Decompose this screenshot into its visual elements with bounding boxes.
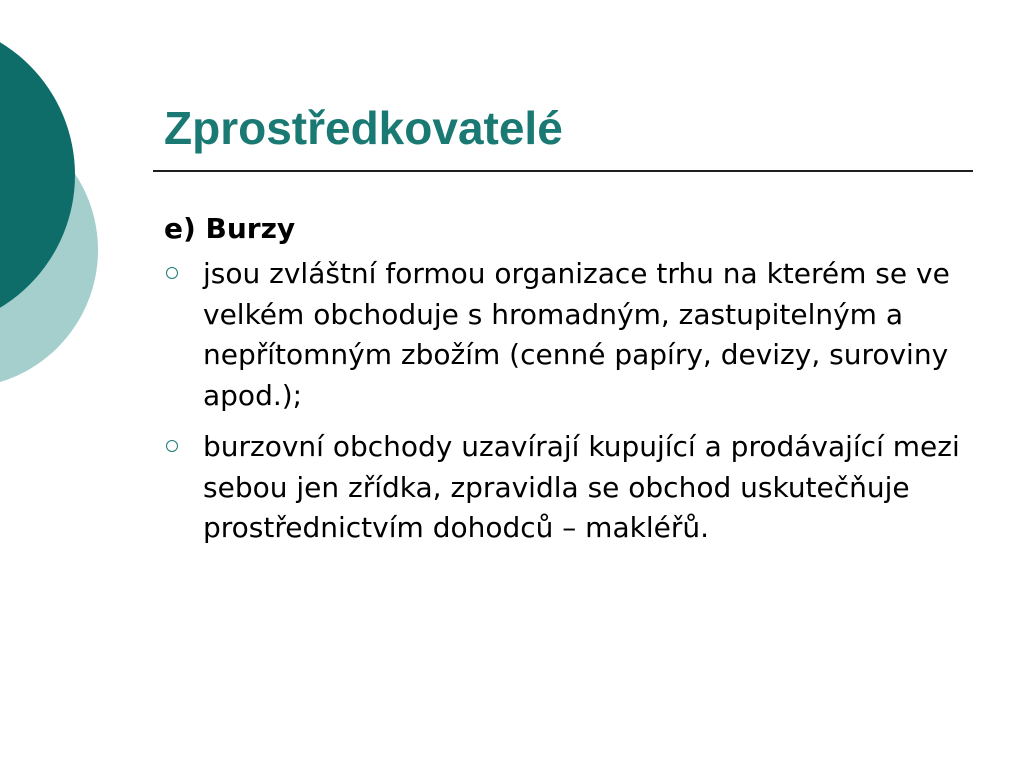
bullet-item	[164, 427, 984, 549]
hollow-circle-bullet-icon	[166, 440, 178, 452]
bullet-text: jsou zvláštní formou organizace trhu na kterém se ve velkém obchoduje s hromadným, zastupitelným a nepřítomným zbožím (cenné papíry, devizy, suroviny apod.);	[203, 257, 950, 412]
bullet-text: burzovní obchody uzavírají kupující a prodávající mezi sebou jen zřídka, zpravidla se obchod uskutečňuje prostřednictvím dohodců – makléřů.	[203, 430, 960, 544]
bullet-list	[164, 254, 984, 549]
slide-title: Zprostředkovatelé	[164, 102, 563, 154]
bullet-item	[164, 254, 984, 416]
title-divider	[153, 170, 973, 172]
hollow-circle-bullet-icon	[166, 267, 178, 279]
teal-circles-decoration	[0, 0, 110, 420]
section-subheading: e) Burzy	[164, 212, 296, 245]
slide-content	[164, 208, 984, 560]
